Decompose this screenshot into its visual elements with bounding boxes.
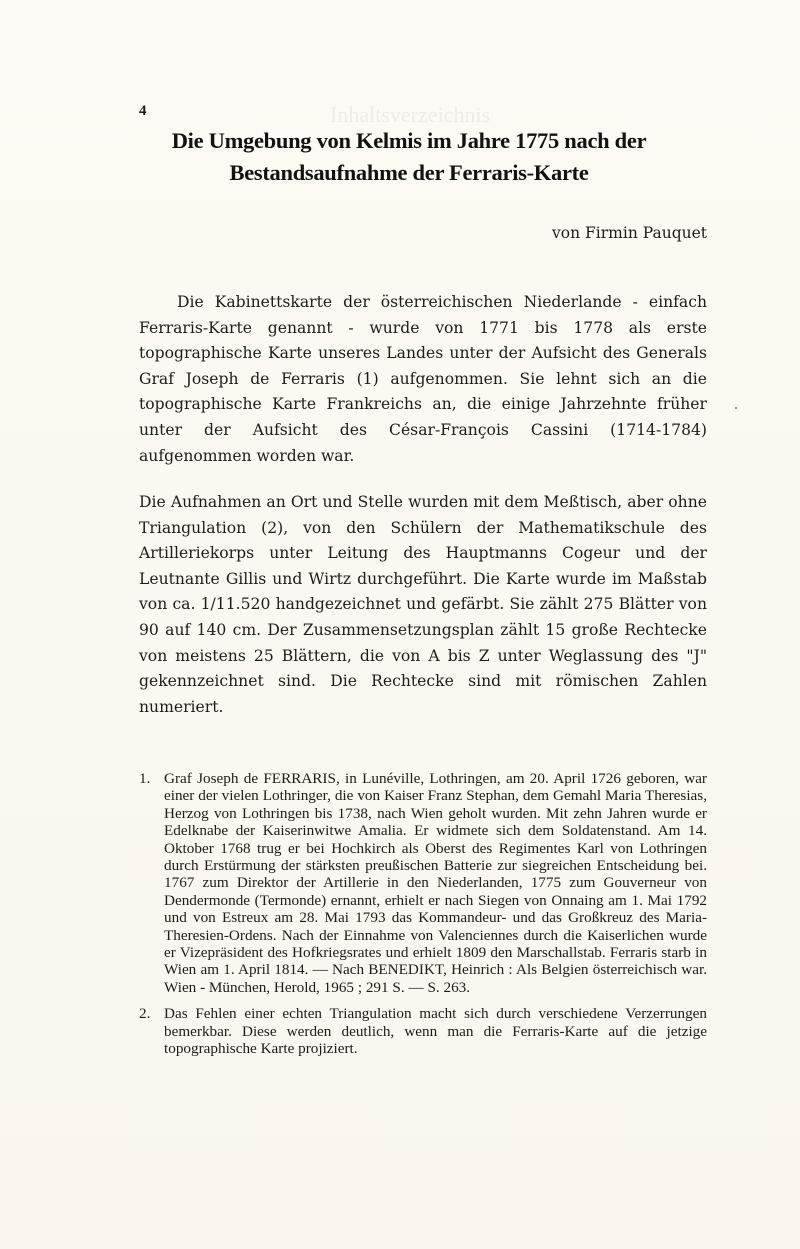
footnote-number: 2.: [139, 1005, 151, 1023]
footnote-1: [139, 770, 707, 996]
footnote-text: Graf Joseph de FERRARIS, in Lunéville, Lothringen, am 20. April 1726 geboren, war einer der vielen Lothringer, die von Kaiser Franz Stephan, dem Gemahl Maria Theresias, Herzog von Lothringen bis 1738, nach Wien geholt wurden. Mit zehn Jahren wurde er Edelknabe der Kaiserinwitwe Amalia. Er widmete sich dem Soldatenstand. Am 14. Oktober 1768 trug er bei Hochkirch als Oberst des Regimentes Karl von Lothringen durch Erstürmung der stärksten preußischen Batterie zur siegreichen Entscheidung bei. 1767 zum Direktor der Artillerie in den Niederlanden, 1775 zum Gouverneur von Dendermonde (Termonde) ernannt, erhielt er nach Siegen von Onnaing am 1. Mai 1792 und von Estreux am 28. Mai 1793 das Kommandeur- und das Großkreuz des Maria-Theresien-Ordens. Nach der Einnahme von Valenciennes durch die Kaiserlichen wurde er Vizepräsident des Hofkriegsrates und erhielt 1809 den Marschallstab. Ferraris starb in Wien am 1. April 1814. — Nach BENEDIKT, Heinrich : Als Belgien österreichisch war. Wien - München, Herold, 1965 ; 291 S. — S. 263.: [164, 770, 707, 996]
scan-speck: [735, 407, 737, 409]
article-title: Die Umgebung von Kelmis im Jahre 1775 nach der Bestandsaufnahme der Ferraris-Karte: [171, 128, 647, 185]
body-paragraph-2: Die Aufnahmen an Ort und Stelle wurden mit dem Meßtisch, aber ohne Triangulation (2), von den Schülern der Mathematikschule des Artilleriekorps unter Leitung des Hauptmanns Cogeur und der Leutnante Gillis und Wirtz durchgeführt. Die Karte wurde im Maßstab von ca. 1/11.520 handgezeichnet und gefärbt. Sie zählt 275 Blätter von 90 auf 140 cm. Der Zusammensetzungsplan zählt 15 große Rechtecke von meistens 25 Blättern, die von A bis Z unter Weglassung des "J" gekennzeichnet sind. Die Rechtecke sind mit römischen Zahlen numeriert.: [139, 493, 707, 716]
body-paragraph-1: Die Kabinettskarte der österreichischen Niederlande - einfach Ferraris-Karte genannt - wurde von 1771 bis 1778 als erste topographische Karte unseres Landes unter der Aufsicht des Generals Graf Joseph de Ferraris (1) aufgenommen. Sie lehnt sich an die topographische Karte Frankreichs an, die einige Jahrzehnte früher unter der Aufsicht des César-François Cassini (1714-1784) aufgenommen worden war.: [139, 293, 707, 465]
author-byline: von Firmin Pauquet: [552, 224, 707, 242]
show-through-heading: Inhaltsverzeichnis: [330, 102, 491, 127]
footnote-text: Das Fehlen einer echten Triangulation macht sich durch verschiedene Verzerrungen bemerkbar. Diese werden deutlich, wenn man die Ferraris-Karte auf die jetzige topographische Karte projiziert.: [164, 1005, 707, 1058]
page-number: 4: [139, 103, 147, 119]
footnote-2: [139, 1005, 707, 1057]
footnote-number: 1.: [139, 770, 151, 787]
footnotes-list: [139, 770, 707, 1067]
